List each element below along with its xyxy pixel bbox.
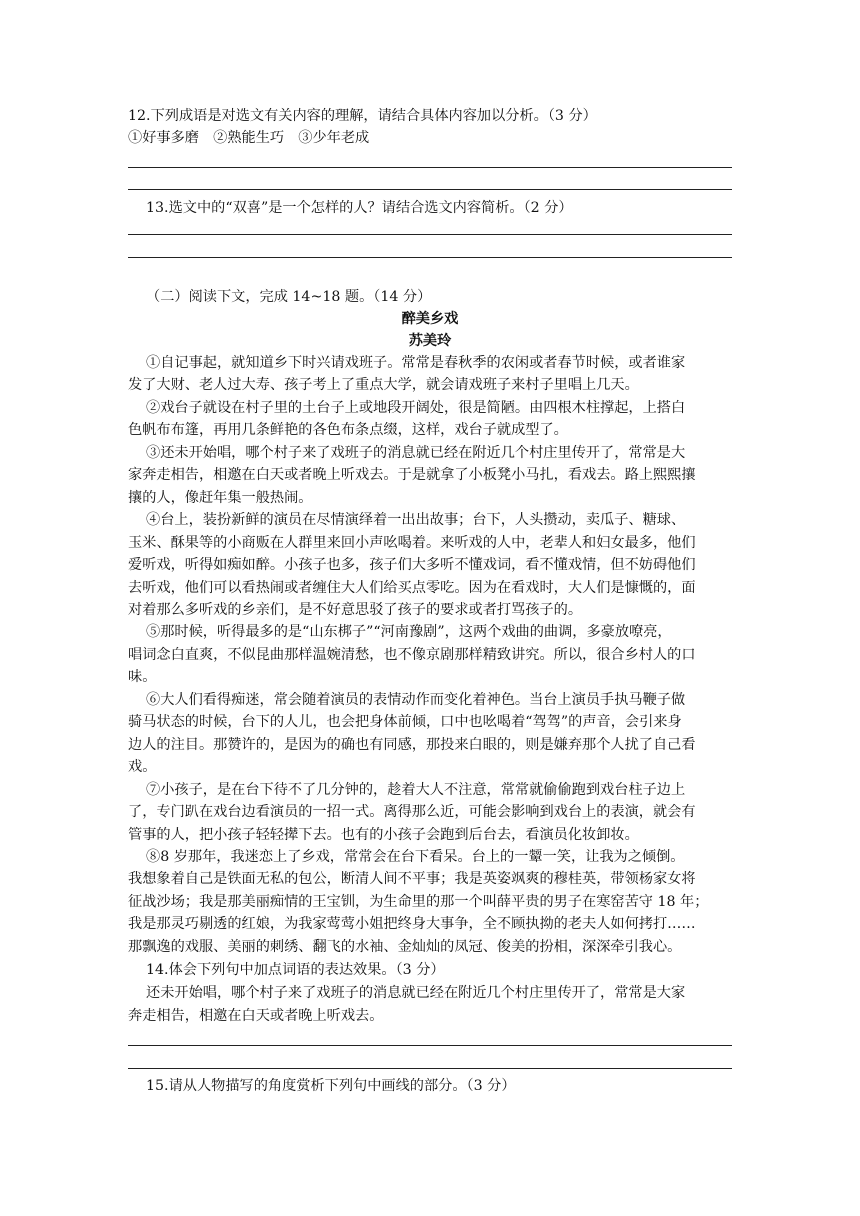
article-line: ③还未开始唱，哪个村子来了戏班子的消息就已经在附近几个村庄里传开了，常常是大 — [146, 445, 686, 461]
answer-line — [128, 1045, 732, 1046]
q13-prompt: 13.选文中的“双喜”是一个怎样的人？请结合选文内容简析。（2 分） — [146, 200, 573, 216]
section-intro: （二）阅读下文，完成 14~18 题。（14 分） — [146, 289, 432, 305]
article-line: 攘的人，像赶年集一般热闹。 — [128, 490, 313, 506]
article-line: ①自记事起，就知道乡下时兴请戏班子。常常是春秋季的农闲或者春节时候，或者谁家 — [146, 355, 686, 371]
article-line: 我想象着自己是铁面无私的包公，断清人间不平事；我是英姿飒爽的穆桂英，带领杨家女将 — [128, 871, 696, 887]
article-line: 发了大财、老人过大寿、孩子考上了重点大学，就会请戏班子来村子里唱上几天。 — [128, 377, 639, 393]
article-line: 色帆布布篷，再用几条鲜艳的各色布条点缀，这样，戏台子就成型了。 — [128, 422, 568, 438]
article-line: ④台上，装扮新鲜的演员在尽情演绎着一出出故事；台下，人头攒动，卖瓜子、糖球、 — [146, 512, 686, 528]
q12-options: ①好事多磨 ②熟能生巧 ③少年老成 — [128, 130, 370, 146]
article-line: 去听戏，他们可以看热闹或者缠住大人们给买点零吃。因为在看戏时，大人们是慷慨的，面 — [128, 580, 696, 596]
q15-prompt: 15.请从人物描写的角度赏析下列句中画线的部分。（3 分） — [146, 1078, 516, 1094]
article-line: 对着那么多听戏的乡亲们，是不好意思驳了孩子的要求或者打骂孩子的。 — [128, 602, 583, 618]
article-line: 戏。 — [128, 759, 157, 775]
article-line: 征战沙场；我是那美丽痴情的王宝钏，为生命里的那一个叫薛平贵的男子在寒窑苦守 18 年； — [128, 894, 709, 910]
article-line: ⑤那时候，听得最多的是“山东梆子”“河南豫剧”，这两个戏曲的曲调，多豪放嘹亮， — [146, 624, 672, 640]
article-line: ⑥大人们看得痴迷，常会随着演员的表情动作而变化着神色。当台上演员手执马鞭子做 — [146, 692, 686, 708]
article-line: ⑧8 岁那年，我迷恋上了乡戏，常常会在台下看呆。台上的一颦一笑，让我为之倾倒。 — [146, 849, 685, 865]
answer-line — [128, 167, 732, 168]
article-line: ②戏台子就设在村子里的土台子上或地段开阔处，很是简陋。由四根木柱撑起，上搭白 — [146, 400, 686, 416]
article-line: 玉米、酥果等的小商贩在人群里来回小声吆喝着。来听戏的人中，老辈人和妇女最多，他们 — [128, 535, 696, 551]
q14-prompt: 14.体会下列句中加点词语的表达效果。（3 分） — [146, 962, 445, 978]
article-line: 唱词念白直爽，不似昆曲那样温婉清愁，也不像京剧那样精致讲究。所以，很合乡村人的口 — [128, 647, 696, 663]
article-line: 了，专门趴在戏台边看演员的一招一式。离得那么近，可能会影响到戏台上的表演，就会有 — [128, 804, 696, 820]
article-line: 那飘逸的戏服、美丽的刺绣、翻飞的水袖、金灿灿的凤冠、俊美的扮相，深深牵引我心。 — [128, 939, 682, 955]
article-line: 味。 — [128, 669, 157, 685]
q12-prompt: 12.下列成语是对选文有关内容的理解，请结合具体内容加以分析。（3 分） — [128, 108, 597, 124]
article-line: 爱听戏，听得如痴如醉。小孩子也多，孩子们大多听不懂戏词，看不懂戏情，但不妨碍他们 — [128, 557, 696, 573]
answer-line — [128, 257, 732, 258]
article-title: 醉美乡戏 — [401, 311, 459, 327]
article-line: 我是那灵巧剔透的红娘，为我家莺莺小姐把终身大事争，全不顾执拗的老夫人如何拷打…… — [128, 916, 696, 932]
article-line: 骑马状态的时候，台下的人儿，也会把身体前倾，口中也吆喝着“驾驾”的声音，会引来身 — [128, 714, 682, 730]
article-author: 苏美玲 — [408, 333, 452, 349]
q14-quote: 还未开始唱，哪个村子来了戏班子的消息就已经在附近几个村庄里传开了，常常是大家 — [146, 985, 686, 1001]
answer-line — [128, 189, 732, 190]
article-line: 管事的人，把小孩子轻轻撵下去。也有的小孩子会跑到后台去，看演员化妆卸妆。 — [128, 827, 639, 843]
q14-quote: 奔走相告，相邀在白天或者晚上听戏去。 — [128, 1008, 384, 1024]
answer-line — [128, 234, 732, 235]
answer-line — [128, 1068, 732, 1069]
article-line: ⑦小孩子，是在台下待不了几分钟的，趁着大人不注意，常常就偷偷跑到戏台柱子边上 — [146, 782, 686, 798]
article-line: 边人的注目。那赞许的，是因为的确也有同感，那投来白眼的，则是嫌弃那个人扰了自己看 — [128, 737, 696, 753]
article-line: 家奔走相告，相邀在白天或者晚上听戏去。于是就拿了小板凳小马扎，看戏去。路上熙熙攘 — [128, 467, 696, 483]
